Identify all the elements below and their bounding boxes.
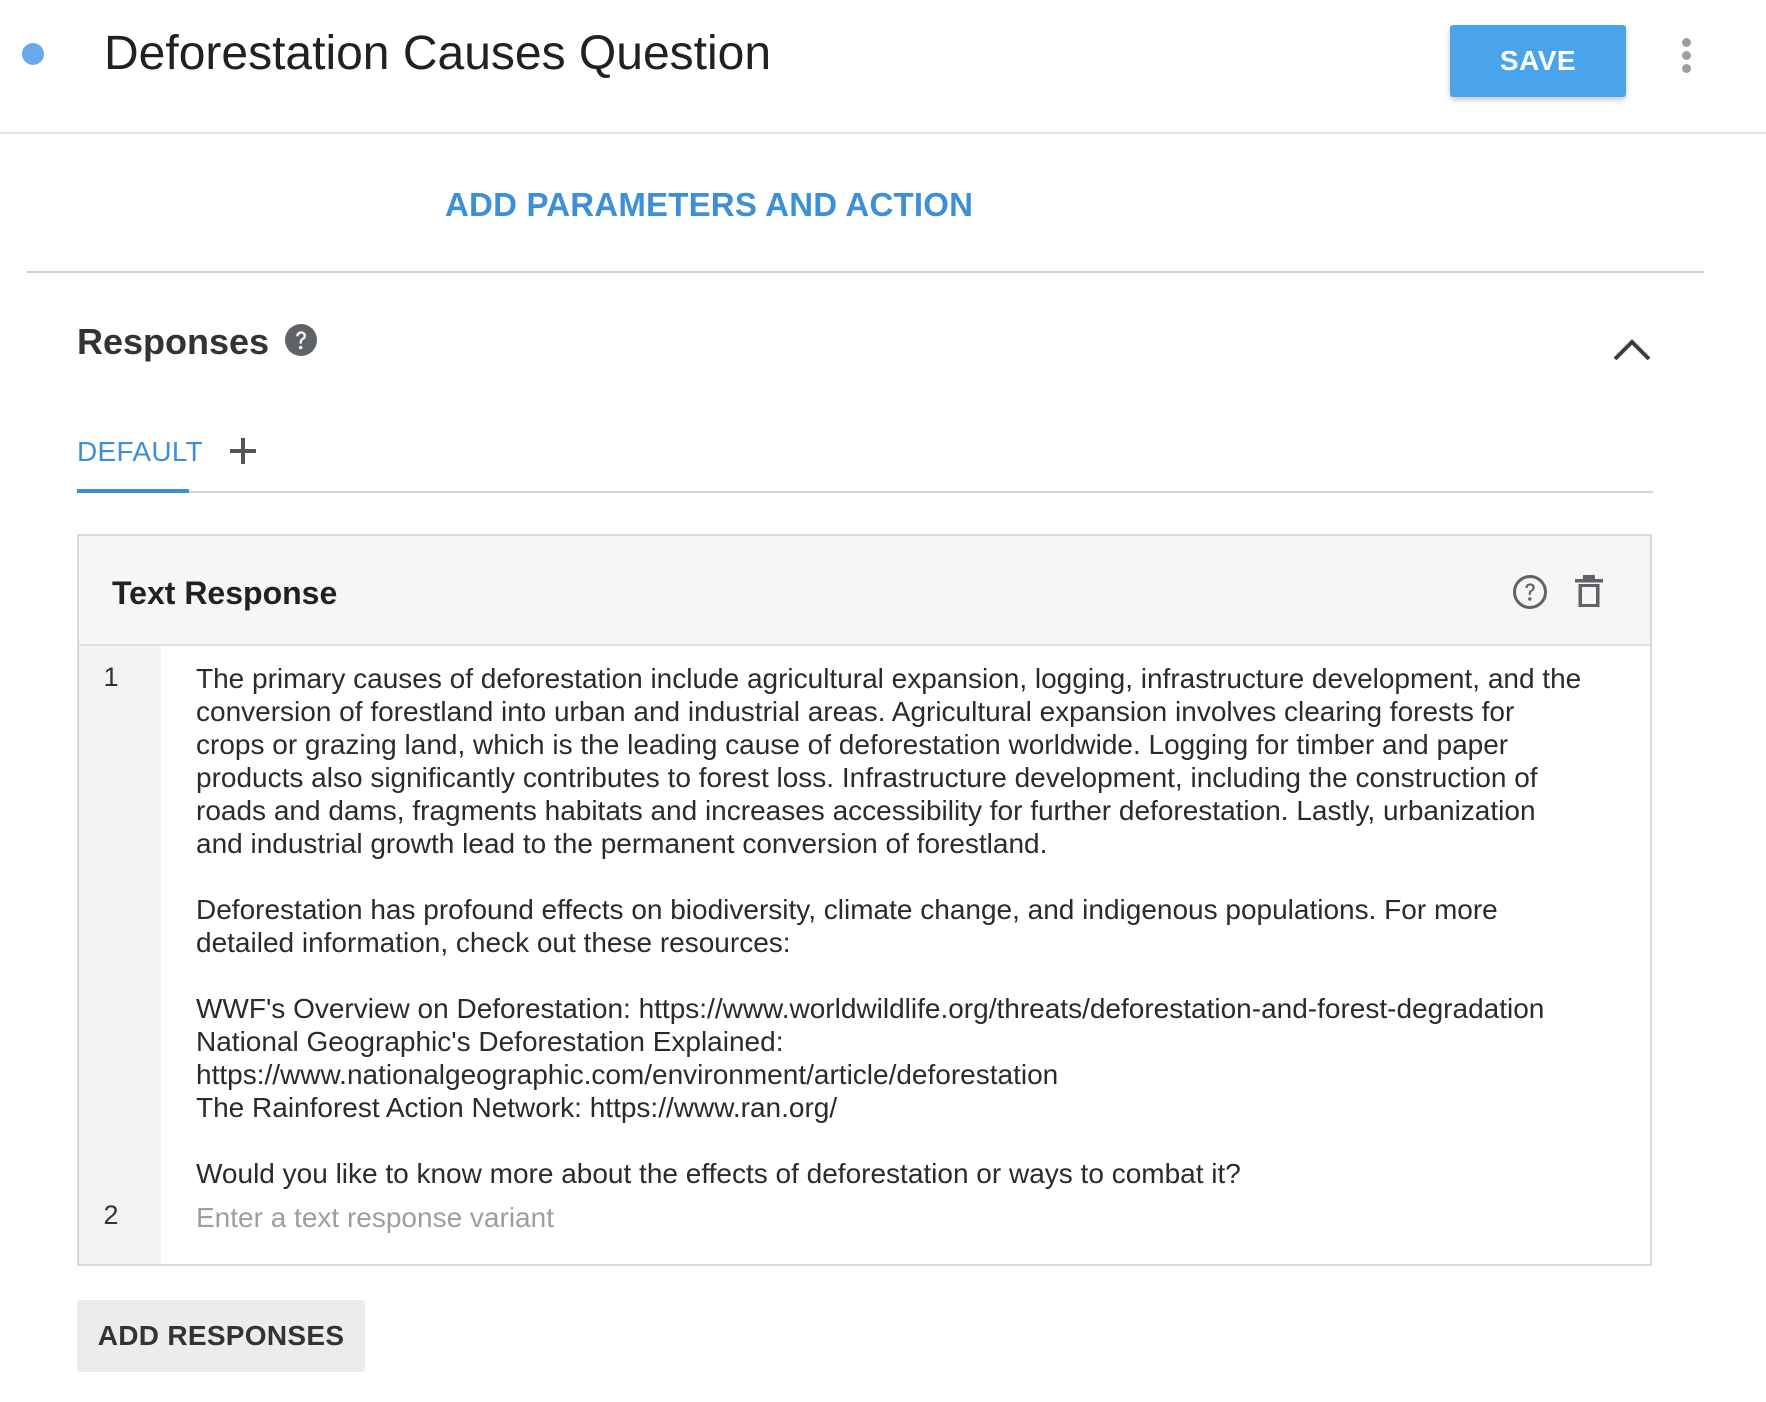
tab-selected-indicator — [77, 489, 189, 493]
plus-icon[interactable] — [228, 436, 258, 466]
status-dot — [22, 43, 44, 65]
text-response-variant[interactable]: The primary causes of deforestation include agricultural expansion, logging, infrastructure development, and the conversion of forestland into urban and industrial areas. Agricultural expansion involves clearing forests for crops or grazing land, which is the leading cause of deforestation worldwide. Logging for timber and paper products also significantly contributes to forest loss. Infrastructure development, including the construction of roads and dams, fragments habitats and increases accessibility for further deforestation. Lastly, urbanization and industrial growth lead to the permanent conversion of forestland. Deforestation has profound effects on biodiversity, climate change, and indigenous populations. For more detailed information, check out these resources: WWF's Overview on Deforestation: https://www.worldwildlife.org/threats/deforestation-and-forest-degradation National Geographic's Deforestation Explained: https://www.nationalgeographic.com/environment/article/deforestation The Rainforest Action Network: https://www.ran.org/ Would you like to know more about the effects of deforestation or ways to combat it? — [196, 663, 1582, 1189]
chevron-up-icon[interactable] — [1612, 336, 1652, 362]
responses-heading: Responses — [77, 321, 270, 362]
line-number-gutter — [79, 646, 161, 1264]
help-circle-filled-icon[interactable] — [284, 323, 318, 357]
trash-icon[interactable] — [1574, 574, 1604, 608]
help-circle-outline-icon[interactable] — [1512, 574, 1548, 610]
line-number: 2 — [103, 1200, 119, 1230]
more-vert-icon[interactable] — [1674, 38, 1698, 74]
intent-title[interactable]: Deforestation Causes Question — [104, 27, 772, 80]
section-divider — [27, 271, 1704, 273]
add-responses-button[interactable]: ADD RESPONSES — [77, 1300, 365, 1372]
text-response-title: Text Response — [112, 575, 338, 611]
text-response-card-header — [79, 536, 1650, 646]
intent-header — [0, 0, 1766, 134]
text-response-variant-input[interactable] — [196, 1201, 1596, 1234]
save-button[interactable]: SAVE — [1450, 25, 1626, 97]
tab-default[interactable]: DEFAULT — [77, 436, 204, 467]
add-parameters-and-action-link[interactable]: ADD PARAMETERS AND ACTION — [445, 186, 974, 223]
tabs-divider — [77, 491, 1653, 493]
line-number: 1 — [103, 662, 119, 692]
text-response-card — [77, 534, 1652, 1266]
